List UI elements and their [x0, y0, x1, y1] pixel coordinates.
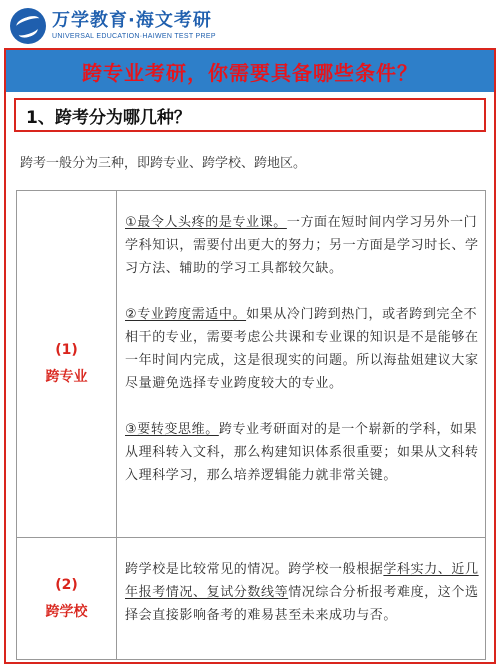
- brand-logo: [10, 8, 216, 44]
- brand-name-en: UNIVERSAL EDUCATION·HAIWEN TEST PREP: [52, 33, 216, 40]
- page-header: [0, 0, 500, 48]
- table-row: [16, 190, 486, 538]
- paragraph: [125, 418, 481, 487]
- section-intro: 跨考一般分为三种，即跨专业、跨学校、跨地区。: [20, 156, 307, 171]
- comparison-table: [16, 190, 486, 660]
- content-frame: [4, 48, 496, 664]
- paragraph-lead: ①最令人头疼的是专业课。: [125, 215, 287, 230]
- title-bar: [6, 50, 494, 92]
- row-label: [17, 191, 117, 537]
- table-row: [16, 537, 486, 660]
- paragraph-underlined: 学科实力、近几年报考情况、复试分数线等: [125, 562, 479, 600]
- row-number: (2): [55, 576, 78, 593]
- paragraph-text: 跨学校是比较常见的情况。跨学校一般根据: [125, 562, 384, 577]
- page-title: 跨专业考研，你需要具备哪些条件？: [82, 60, 418, 85]
- row-body: [125, 558, 481, 627]
- paragraph-lead: ③要转变思维。: [125, 422, 219, 437]
- paragraph-text: 情况综合分析报考难度，这个选择会直接影响备考的难易甚至未来成功与否。: [125, 585, 479, 623]
- paragraph-text: 跨专业考研面对的是一个崭新的学科，如果从理科转入文科，那么构建知识体系很重要；如果从文科转入理科学习，那么培养逻辑能力就非常关键。: [125, 422, 479, 483]
- section-heading: [14, 98, 486, 132]
- paragraph-text: 如果从冷门跨到热门，或者跨到完全不相干的专业，需要考虑公共课和专业课的知识是不是能够在一年时间内完成，这是很现实的问题。所以海盐姐建议大家尽量避免选择专业跨度较大的专业。: [125, 307, 479, 391]
- paragraph-text: 一方面在短时间内学习另外一门学科知识，需要付出更大的努力；另一方面是学习时长、学习方法、辅助的学习工具都较欠缺。: [125, 215, 479, 276]
- row-body: [125, 211, 481, 487]
- paragraph: [125, 211, 481, 280]
- row-name: 跨专业: [45, 369, 88, 385]
- brand-logo-icon: [10, 8, 46, 44]
- paragraph-lead: ②专业跨度需适中。: [125, 307, 247, 322]
- row-label: [17, 538, 117, 659]
- paragraph: [125, 303, 481, 395]
- paragraph: [125, 558, 481, 627]
- section-heading-text: 1、跨考分为哪几种？: [26, 107, 191, 128]
- brand-text: [52, 11, 216, 41]
- row-name: 跨学校: [45, 603, 88, 620]
- row-number: (1): [55, 342, 78, 358]
- brand-name-cn: 万学教育·海文考研: [52, 10, 212, 31]
